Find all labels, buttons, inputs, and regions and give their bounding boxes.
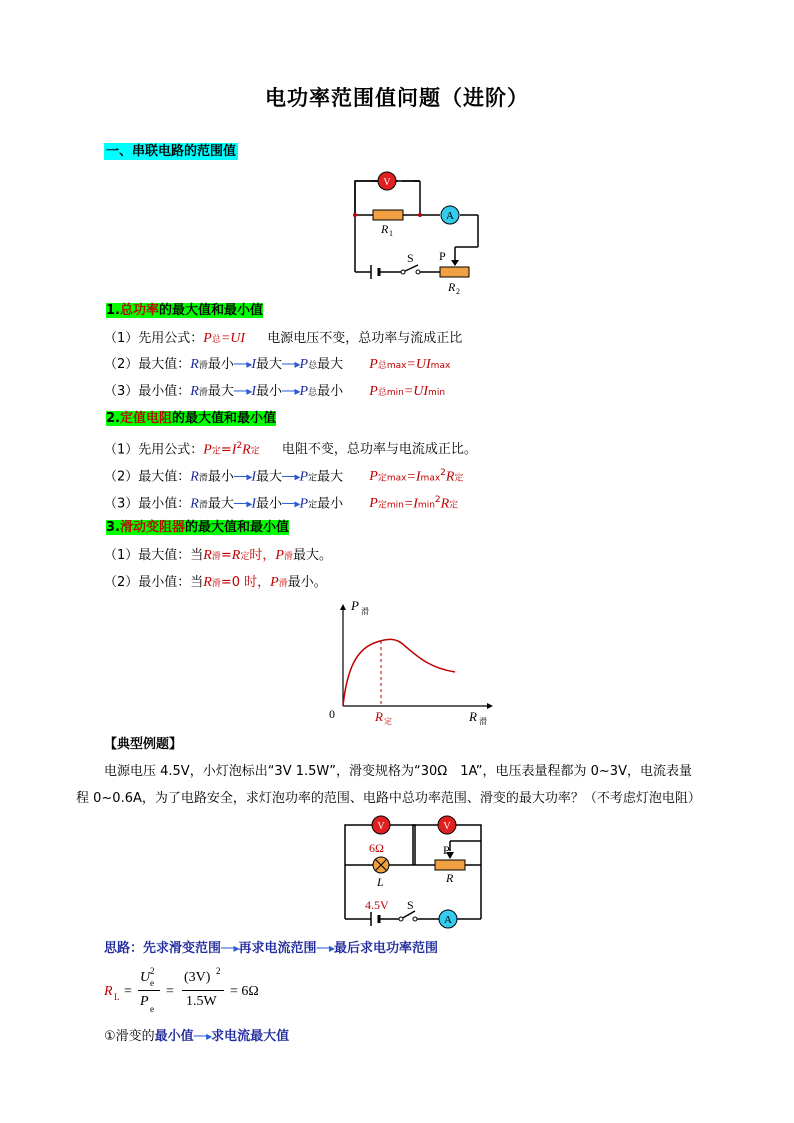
svg-text:R: R	[375, 709, 383, 724]
power-curve	[343, 639, 455, 706]
solution-idea: 思路：先求滑变范围──▸再求电流范围──▸最后求电功率范围	[104, 941, 439, 956]
svg-text:P: P	[351, 598, 359, 613]
svg-text:V: V	[443, 821, 451, 832]
subsection-3-heading: 3.滑动变阻器的最大值和最小值	[106, 520, 290, 535]
resistance-formula: R L = U 2 e P e = (3V) 2 1.5W = 6Ω	[104, 966, 259, 1014]
s1-line1: （1）先用公式：P总=UI 电源电压不变，总功率与流成正比	[104, 331, 463, 346]
example-text-line1: 电源电压 4.5V，小灯泡标出“3V 1.5W”，滑变规格为“30Ω 1A”，电压表量程都为 0~3V，电流表量	[104, 764, 692, 779]
ammeter-label: A	[446, 210, 454, 222]
svg-text:滑: 滑	[479, 717, 487, 726]
svg-text:R: R	[469, 709, 477, 724]
svg-text:A: A	[444, 914, 452, 926]
s3-line1: （1）最大值：当R滑=R定时，P滑最大。	[104, 548, 332, 563]
r1-label: R	[381, 222, 389, 236]
lamp-resistance-label: 6Ω	[369, 841, 384, 855]
s2-line2: （2）最大值：R滑最小──▸I最大──▸P定最大 P定max=Imax$^2$R定	[104, 468, 464, 485]
section-heading: 一、串联电路的范围值	[106, 144, 237, 159]
s2-line1: （1）先用公式：P定$=I^2R$定 电阻不变，总功率与电流成正比。	[104, 441, 477, 458]
svg-text:1: 1	[389, 229, 393, 238]
subsection-1-heading: 1.总功率的最大值和最小值	[106, 303, 264, 318]
series-circuit-diagram	[335, 165, 505, 295]
r2-label: R	[448, 280, 456, 294]
slider-label: P	[439, 249, 446, 263]
subsection-2-heading: 2.定值电阻的最大值和最小值	[106, 411, 277, 426]
svg-text:V: V	[377, 821, 385, 832]
svg-text:0: 0	[329, 707, 335, 721]
svg-text:S: S	[407, 898, 414, 912]
voltmeter-label: V	[383, 177, 391, 188]
s3-line2: （2）最小值：当R滑=0 时，P滑最小。	[104, 575, 327, 590]
power-graph	[325, 598, 495, 728]
svg-text:2: 2	[456, 287, 460, 295]
step1: ①滑变的最小值──▸求电流最大值	[104, 1029, 290, 1044]
lamp-label: L	[377, 875, 384, 889]
svg-text:P: P	[443, 843, 450, 857]
svg-text:定: 定	[384, 717, 392, 726]
s2-line3: （3）最小值：R滑最大──▸I最小──▸P定最小 P定min=Imin$^2$R定	[104, 495, 459, 512]
source-voltage-label: 4.5V	[365, 898, 389, 912]
s1-line3: （3）最小值：R滑最大──▸I最小──▸P总最小 P总min=UImin	[104, 384, 446, 399]
example-circuit-diagram	[335, 815, 495, 930]
page-title: 电功率范围值问题（进阶）	[265, 86, 529, 110]
svg-text:R: R	[446, 871, 454, 885]
example-heading: 【典型例题】	[104, 737, 183, 752]
switch-label: S	[407, 251, 414, 265]
svg-text:滑: 滑	[361, 607, 369, 616]
s1-line2: （2）最大值：R滑最小──▸I最大──▸P总最大 P总max=UImax	[104, 357, 451, 372]
example-text-line2: 程 0~0.6A，为了电路安全，求灯泡功率的范围、电路中总功率范围、滑变的最大功率？（不考虑灯泡电阻）	[76, 791, 701, 806]
